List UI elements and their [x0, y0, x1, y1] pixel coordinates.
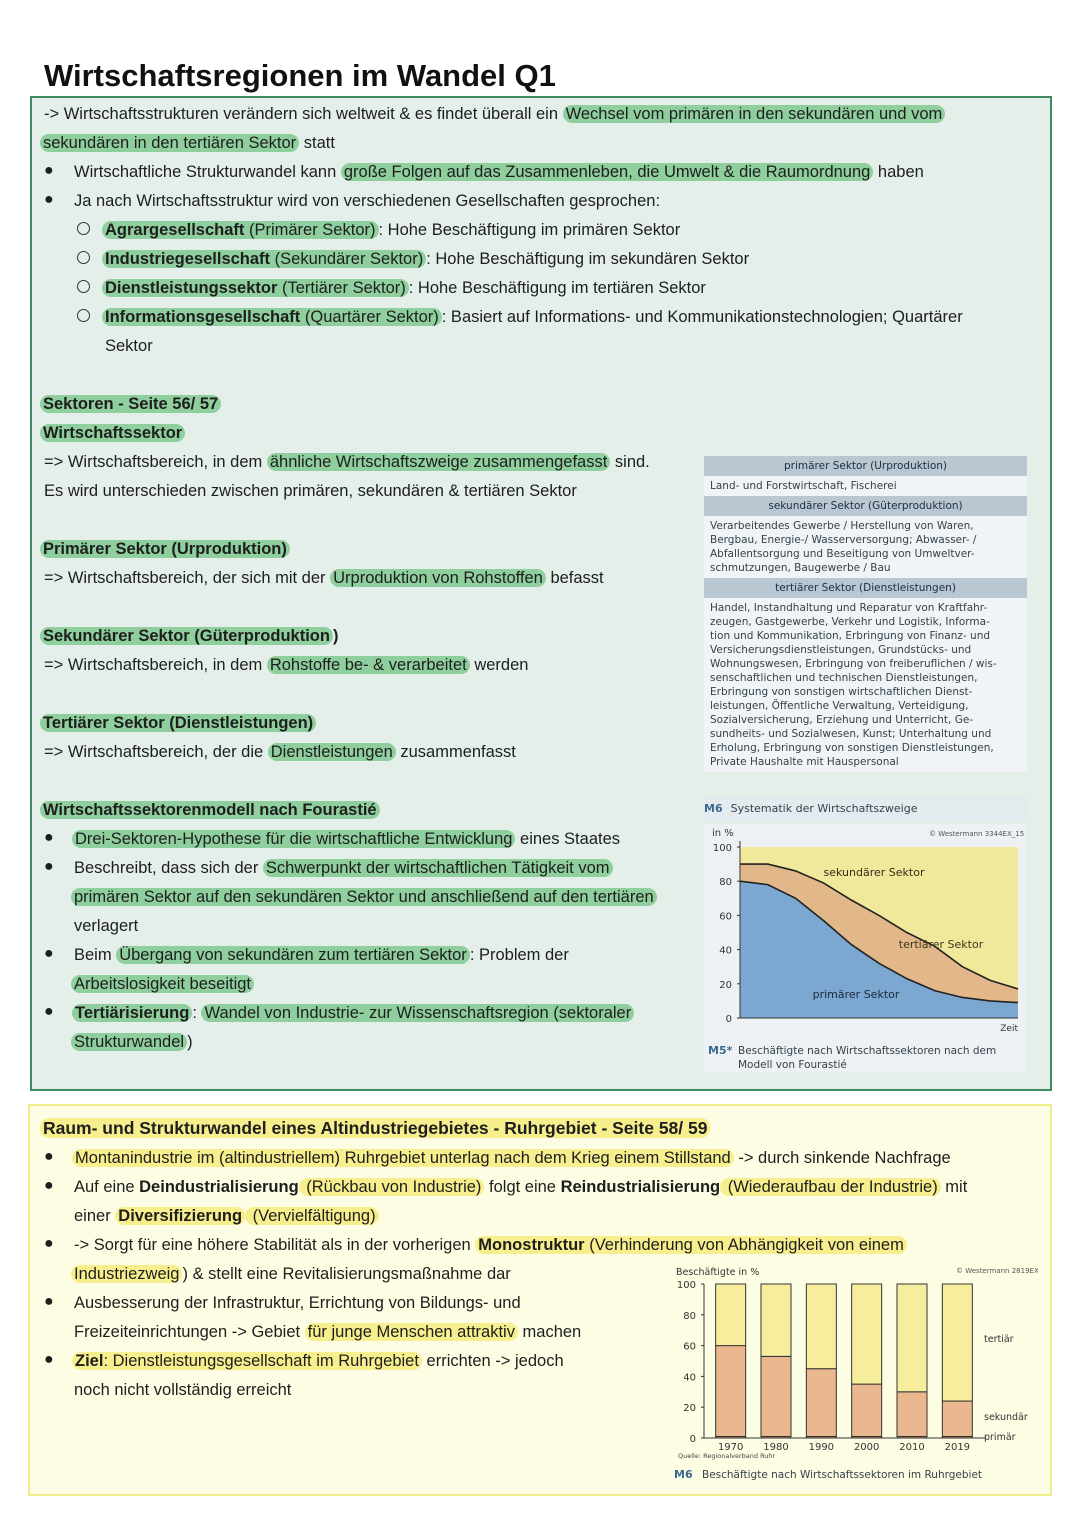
table-line: Versicherungsdienstleistungen, Grundstücks- und: [710, 644, 972, 656]
table-line: Erholung, Erbringung von sonstigen Dienstleistungen,: [710, 742, 994, 754]
fourastie-chart: [704, 824, 1027, 1072]
fourastie-bullet-3-cont: Arbeitslosigkeit beseitigt: [71, 973, 254, 995]
table-line: tion und Kommunikation, Erbringung von Finanz- und: [710, 630, 991, 642]
y-tick-label: 60: [719, 911, 732, 923]
table-caption: M6 Systematik der Wirtschaftszweige: [704, 796, 1027, 822]
circle-bullet-icon: [77, 222, 90, 235]
tertiary-definition: => Wirtschaftsbereich, der die Dienstleistungen zusammenfasst: [44, 743, 516, 761]
table-header-secondary: sekundärer Sektor (Güterproduktion): [704, 496, 1027, 516]
table-text-secondary: [704, 516, 1027, 578]
x-tick-label: 1970: [717, 1442, 744, 1453]
bar-tertiär: [716, 1284, 746, 1346]
bar-tertiär: [761, 1284, 791, 1356]
legend-secondary: sekundär: [984, 1412, 1028, 1423]
fourastie-bullet-2-end: verlagert: [74, 917, 139, 935]
caption-line-1: Beschäftigte nach Wirtschaftssektoren nach dem: [738, 1045, 997, 1057]
bullet-icon: ●: [44, 858, 54, 875]
primary-heading: Primärer Sektor (Urproduktion): [40, 538, 290, 560]
y-tick-label: 60: [683, 1341, 696, 1353]
x-tick-label: 2000: [853, 1442, 880, 1453]
society-dienstleistung: Dienstleistungssektor (Tertiärer Sektor) : Hohe Beschäftigung im tertiären Sektor: [102, 277, 706, 299]
caption-line-2: Modell von Fourastié: [738, 1059, 847, 1071]
y-tick-label: 100: [712, 843, 732, 854]
copyright-label: © Westermann 2819EX_9: [956, 1267, 1038, 1275]
bar-sekundär: [897, 1392, 927, 1437]
intro-bullet-2: Ja nach Wirtschaftsstruktur wird von verschiedenen Gesellschaften gesprochen:: [74, 192, 661, 210]
ws-definition-2: Es wird unterschieden zwischen primären, sekundären & tertiären Sektor: [44, 482, 577, 500]
bullet-icon: ●: [44, 1293, 54, 1310]
bullet-icon: ●: [44, 1235, 54, 1252]
ruhr-bullet-4-cont: Freizeiteinrichtungen -> Gebiet für junge Menschen attraktiv machen: [74, 1323, 582, 1341]
bullet-icon: ●: [44, 945, 54, 962]
fourastie-bullet-4-cont: Strukturwandel ): [71, 1031, 193, 1053]
fourastie-bullet-1: Drei-Sektoren-Hypothese für die wirtschaftliche Entwicklung eines Staates: [72, 828, 620, 850]
society-industrie: Industriegesellschaft (Sekundärer Sektor) : Hohe Beschäftigung im sekundären Sektor: [102, 248, 749, 270]
tertiary-heading: Tertiärer Sektor (Dienstleistungen): [40, 712, 316, 734]
circle-bullet-icon: [77, 251, 90, 264]
y-tick-label: 0: [689, 1434, 696, 1445]
y-tick-label: 100: [676, 1280, 696, 1291]
y-tick-label: 80: [683, 1310, 696, 1322]
y-tick-label: 40: [683, 1372, 696, 1384]
table-line: schmutzungen, Baugewerbe / Bau: [710, 562, 891, 574]
bullet-icon: ●: [44, 1177, 54, 1194]
bullet-icon: ●: [44, 1003, 54, 1020]
ws-definition: => Wirtschaftsbereich, in dem ähnliche Wirtschaftszweige zusammengefasst sind.: [44, 453, 650, 471]
society-information: Informationsgesellschaft (Quartärer Sektor) : Basiert auf Informations- und Kommunikationstechnologien; Quartärer: [102, 306, 963, 328]
bullet-icon: ●: [44, 1148, 54, 1165]
bullet-icon: ●: [44, 1351, 54, 1368]
bar-sekundär: [852, 1384, 882, 1436]
table-header-tertiary: tertiärer Sektor (Dienstleistungen): [704, 578, 1027, 598]
ruhr-bullet-5: Ziel: Dienstleistungsgesellschaft im Ruhrgebiet errichten -> jedoch: [72, 1350, 564, 1372]
bar-sekundär: [806, 1369, 836, 1437]
ruhr-bullet-1: Montanindustrie im (altindustriellem) Ruhrgebiet unterlag nach dem Krieg einem Stillstand -> durch sinkende Nachfrage: [72, 1147, 951, 1169]
x-axis-label: Zeit: [1000, 1024, 1018, 1034]
y-tick-label: 20: [683, 1403, 696, 1415]
ruhr-chart-svg: [672, 1262, 1038, 1488]
table-line: Wohnungswesen, Erbringung von freiberuflichen / wis-: [710, 658, 997, 670]
ruhr-heading: Raum- und Strukturwandel eines Altindustriegebietes - Ruhrgebiet - Seite 58/ 59: [40, 1117, 710, 1139]
source-label: Quelle: Regionalverband Ruhr: [678, 1452, 776, 1460]
ruhr-bullet-2: Auf eine Deindustrialisierung (Rückbau von Industrie) folgt eine Reindustrialisierung (Wiederaufbau der Industrie) mit: [74, 1178, 968, 1196]
bar-sekundär: [716, 1346, 746, 1437]
y-tick-label: 20: [719, 979, 732, 991]
circle-bullet-icon: [77, 280, 90, 293]
table-line: Handel, Instandhaltung und Reparatur von Kraftfahr-: [710, 602, 988, 614]
y-tick-label: 0: [725, 1014, 732, 1025]
bar-tertiär: [897, 1284, 927, 1392]
caption-number: M6: [674, 1468, 693, 1481]
legend-primary: primär: [984, 1432, 1016, 1443]
bullet-icon: ●: [44, 191, 54, 208]
fourastie-bullet-2: Beschreibt, dass sich der Schwerpunkt der wirtschaftlichen Tätigkeit vom: [74, 857, 613, 879]
table-line: Sozialversicherung, Erziehung und Unterricht, Ge-: [710, 714, 974, 726]
x-tick-label: 2010: [899, 1442, 925, 1453]
page-title: Wirtschaftsregionen im Wandel Q1: [44, 58, 556, 93]
table-text-tertiary: [704, 598, 1027, 772]
label-tertiary: tertiärer Sektor: [898, 938, 984, 951]
table-line: leistungen, Öffentliche Verwaltung, Verteidigung,: [710, 700, 969, 712]
secondary-heading: Sekundärer Sektor (Güterproduktion ): [40, 625, 338, 647]
sectors-heading: Sektoren - Seite 56/ 57: [40, 393, 221, 415]
ruhr-bullet-4: Ausbesserung der Infrastruktur, Errichtung von Bildungs- und: [74, 1294, 521, 1312]
ws-heading: Wirtschaftssektor: [40, 422, 185, 444]
intro-line-2: sekundären in den tertiären Sektor statt: [40, 132, 335, 154]
table-line: sundheits- und Sozialwesen, Kunst; Unterhaltung und: [710, 728, 992, 740]
bullet-icon: ●: [44, 829, 54, 846]
society-agrar: Agrargesellschaft (Primärer Sektor) : Hohe Beschäftigung im primären Sektor: [102, 219, 680, 241]
copyright-label: © Westermann 3344EX_15: [929, 830, 1025, 838]
bar-tertiär: [852, 1284, 882, 1384]
label-primary: primärer Sektor: [812, 988, 900, 1001]
y-tick-label: 80: [719, 877, 732, 889]
bar-tertiär: [942, 1284, 972, 1401]
table-line: zeugen, Gastgewerbe, Verkehr und Logistik, Informa-: [710, 616, 990, 628]
caption-number: M5*: [708, 1044, 733, 1057]
bar-tertiär: [806, 1284, 836, 1369]
table-line: senschaftlichen und technischen Dienstleistungen,: [710, 672, 978, 684]
table-line: Bergbau, Energie-/ Wasserversorgung; Abwasser- /: [710, 534, 977, 546]
table-line: Abfallentsorgung und Beseitigung von Umweltver-: [710, 548, 975, 560]
y-tick-label: 40: [719, 945, 732, 957]
fourastie-bullet-3: Beim Übergang von sekundären zum tertiären Sektor : Problem der: [74, 946, 569, 964]
x-tick-label: 2019: [944, 1442, 971, 1453]
fourastie-bullet-2-cont: primären Sektor auf den sekundären Sektor und anschließend auf den tertiären: [71, 886, 657, 908]
sector-table: [704, 456, 1027, 772]
table-line: Erbringung von sonstigen wirtschaftlichen Dienst-: [710, 686, 973, 698]
circle-bullet-icon: [77, 309, 90, 322]
fourastie-chart-svg: [704, 824, 1027, 1072]
table-text-primary: [704, 476, 1027, 496]
intro-bullet-1: Wirtschaftliche Strukturwandel kann große Folgen auf das Zusammenleben, die Umwelt & die Raumordnung haben: [74, 163, 924, 181]
intro-line-1: -> Wirtschaftsstrukturen verändern sich weltweit & es findet überall ein Wechsel vom primären in den sekundären und vom: [44, 103, 945, 125]
ruhr-bullet-3: -> Sorgt für eine höhere Stabilität als in der vorherigen Monostruktur (Verhinderung von Abhängigkeit von einem: [74, 1234, 907, 1256]
y-axis-label: in %: [712, 828, 734, 839]
x-tick-label: 1980: [763, 1442, 789, 1453]
secondary-definition: => Wirtschaftsbereich, in dem Rohstoffe be- & verarbeitet werden: [44, 656, 529, 674]
legend-tertiary: tertiär: [984, 1334, 1014, 1345]
x-tick-label: 1990: [808, 1442, 835, 1453]
table-line: Private Haushalte mit Hauspersonal: [710, 756, 899, 768]
y-axis-label: Beschäftigte in %: [676, 1267, 760, 1278]
bar-sekundär: [761, 1356, 791, 1436]
caption-text: Beschäftigte nach Wirtschaftssektoren im Ruhrgebiet: [702, 1469, 983, 1481]
table-line: Verarbeitendes Gewerbe / Herstellung von Waren,: [710, 520, 974, 532]
table-line: Land- und Forstwirtschaft, Fischerei: [710, 480, 897, 492]
fourastie-bullet-4: Tertiärisierung : Wandel von Industrie- zur Wissenschaftsregion (sektoraler: [72, 1002, 634, 1024]
ruhr-chart: [672, 1262, 1038, 1488]
bar-sekundär: [942, 1401, 972, 1436]
ruhr-bullet-3-cont: Industriezweig ) & stellt eine Revitalisierungsmaßnahme dar: [71, 1263, 511, 1285]
primary-definition: => Wirtschaftsbereich, der sich mit der Urproduktion von Rohstoffen befasst: [44, 569, 604, 587]
table-header-primary: primärer Sektor (Urproduktion): [704, 456, 1027, 476]
label-secondary: sekundärer Sektor: [823, 866, 925, 879]
fourastie-heading: Wirtschaftssektorenmodell nach Fourastié: [40, 799, 380, 821]
ruhr-bullet-2-cont: einer Diversifizierung (Vervielfältigung): [74, 1205, 379, 1227]
bullet-icon: ●: [44, 162, 54, 179]
society-information-cont: Sektor: [105, 337, 153, 355]
ruhr-bullet-5-cont: noch nicht vollständig erreicht: [74, 1381, 292, 1399]
